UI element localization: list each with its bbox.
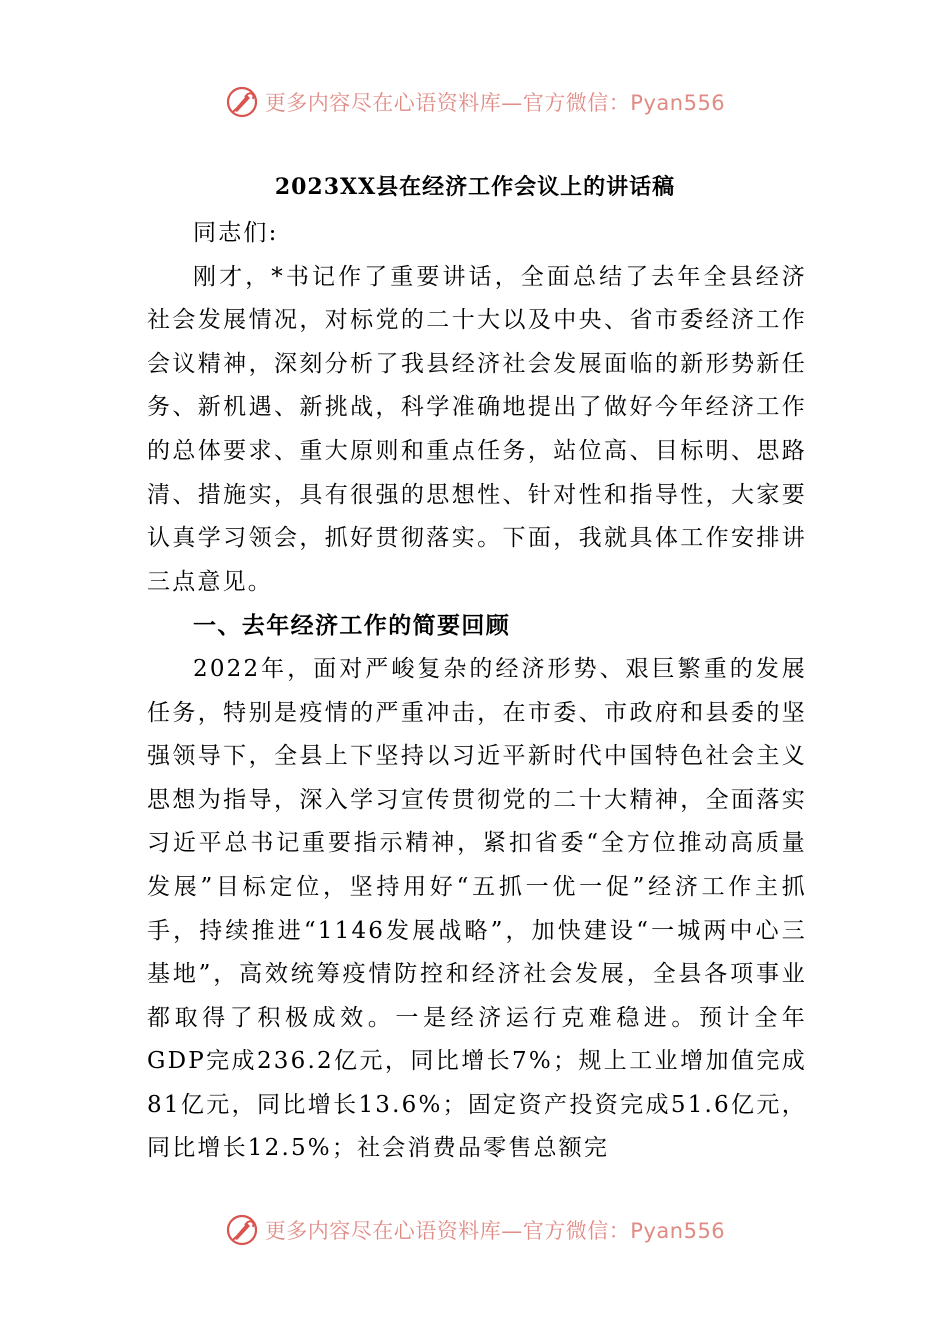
watermark-banner-bottom [0, 1210, 950, 1250]
pen-logo-icon [225, 1213, 259, 1247]
pen-logo-icon [225, 85, 259, 119]
watermark-text: 更多内容尽在心语资料库—官方微信：Pyan556 [264, 91, 726, 115]
watermark-banner-top [0, 82, 950, 122]
watermark-text: 更多内容尽在心语资料库—官方微信：Pyan556 [264, 1219, 726, 1243]
document-title: 2023XX县在经济工作会议上的讲话稿 [274, 174, 676, 200]
section-heading-1: 一、去年经济工作的简要回顾 [193, 612, 511, 640]
intro-paragraph: 刚才，*书记作了重要讲话，全面总结了去年全县经济社会发展情况，对标党的二十大以及中央、省市委经济工作会议精神，深刻分析了我县经济社会发展面临的新形势新任务、新机遇、新挑战，科学准确地提出了做好今年经济工作的总体要求、重大原则和重点任务，站位高、目标明、思路清、措施实，具有很强的思想性、针对性和指导性，大家要认真学习领会，抓好贯彻落实。下面，我就具体工作安排讲三点意见。 [147, 263, 807, 595]
salutation: 同志们: [193, 220, 279, 246]
document-body [147, 212, 807, 1171]
section-1-paragraph: 2022年，面对严峻复杂的经济形势、艰巨繁重的发展任务，特别是疫情的严重冲击，在市委、市政府和县委的坚强领导下，全县上下坚持以习近平新时代中国特色社会主义思想为指导，深入学习宣传贯彻党的二十大精神，全面落实习近平总书记重要指示精神，紧扣省委“全方位推动高质量发展”目标定位，坚持用好“五抓一优一促”经济工作主抓手，持续推进“1146发展战略”，加快建设“一城两中心三基地”，高效统筹疫情防控和经济社会发展，全县各项事业都取得了积极成效。一是经济运行克难稳进。预计全年GDP完成236.2亿元，同比增长7%；规上工业增加值完成81亿元，同比增长13.6%；固定资产投资完成51.6亿元，同比增长12.5%；社会消费品零售总额完 [147, 655, 807, 1162]
